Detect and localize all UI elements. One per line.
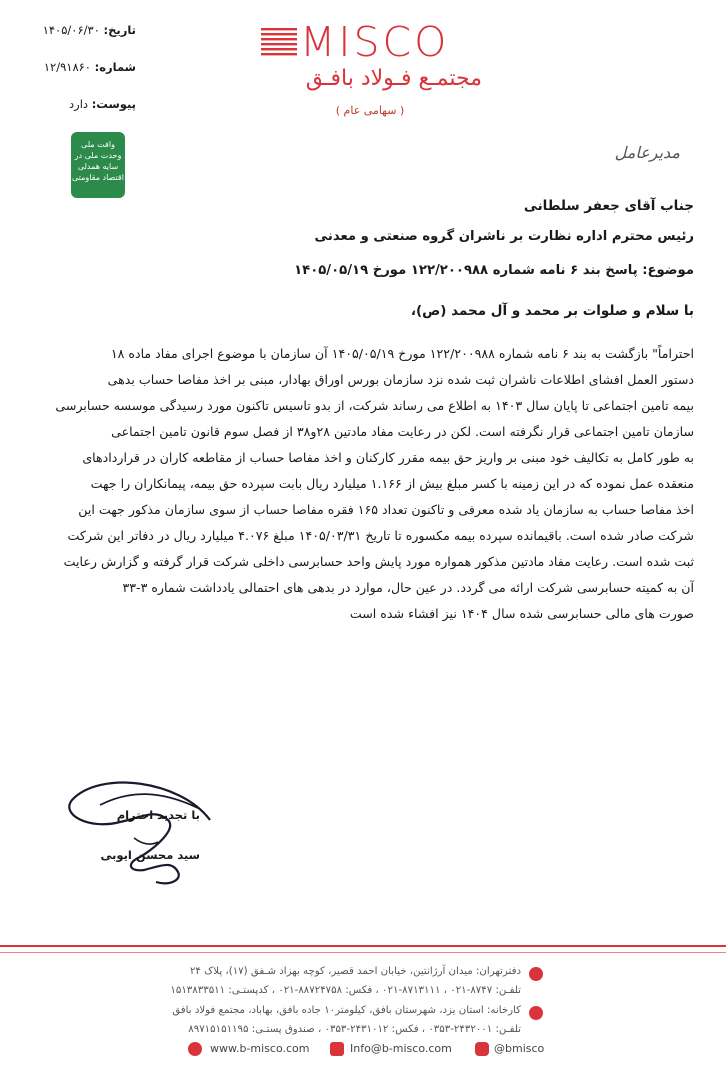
signature-closing: با تجدید احترام: [116, 808, 200, 822]
greeting: با سلام و صلوات بر محمد و آل محمد (ص)،: [410, 303, 694, 319]
email-link[interactable]: Info@b-misco.com: [350, 1042, 452, 1055]
body-line: احتراماً" بازگشت به بند ۶ نامه شماره ۱۲۲/۲۰۰۹۸۸ مورخ ۱۴۰۵/۰۵/۱۹ آن سازمان با موضوع اجرای مفاد ماده ۱۸: [110, 346, 694, 361]
company-name: MISCO: [300, 18, 450, 66]
factory-contact: تلفـن: ۲۴۳۲۰۰۱-۰۳۵۳ ، فکس: ۲۴۳۱۰۱۲-۰۳۵۳ ، صندوق پستـی: ۸۹۷۱۵۱۵۱۱۹۵: [188, 1024, 521, 1035]
body-line: اخذ مفاصا حساب به سازمان یاد شده معرفی و تاکنون تعداد ۱۶۵ فقره مفاصا حساب از سوی سازمان مذکور جهت این: [78, 502, 694, 517]
footer-divider: [0, 945, 726, 947]
recipient-name: جناب آقای جعفر سلطانی: [523, 198, 694, 214]
date-field: [40, 23, 136, 37]
company-subtitle: مجتمـع فـولاد بافـق: [305, 66, 482, 91]
handwritten-signature-icon: [60, 760, 220, 895]
body-line: بیمه تامین اجتماعی تا پایان سال ۱۴۰۳ به اطلاع می رساند شرکت، از بدو تاسیس تاکنون مورد رسیدگی موسسه حسابرسی: [55, 398, 694, 413]
company-type: ( سهامی عام ): [335, 104, 405, 117]
instagram-link[interactable]: @bmisco: [494, 1042, 545, 1055]
footer-divider: [0, 952, 726, 953]
attachment-value: دارد: [69, 97, 89, 111]
office-contact: تلفـن: ۸۷۴۷-۰۲۱ ، ۸۷۱۳۱۱۱-۰۲۱ ، فکس: ۸۸۷۲۴۷۵۸-۰۲۱ ، کدپستـی: ۱۵۱۳۸۳۳۵۱۱: [170, 985, 521, 996]
body-line: سازمان تامین اجتماعی قرار نگرفته است. لکن در رعایت مفاد مادتین ۲۸و۳۸ از فصل سوم قانون تامین اجتماعی: [111, 424, 694, 439]
signature-block: [60, 760, 220, 895]
body-line: شرکت صادر شده است. باقیمانده سپرده بیمه مکسوره تا تاریخ ۱۴۰۵/۰۳/۳۱ مبلغ ۴.۰۷۶ میلیارد ریال در دفاتر این شرکت: [67, 528, 694, 543]
number-field: [40, 60, 136, 74]
recipient-title: رئیس محترم اداره نظارت بر ناشران گروه صنعتی و معدنی: [314, 229, 694, 244]
attachment-label: پیوست:: [91, 97, 136, 111]
website-icon: [188, 1042, 202, 1056]
body-line: منعقده عمل نموده که در این زمینه با کسر مبلغ بیش از ۱.۱۶۶ میلیارد ریال بابت سپرده حق بیمه، پیمانکاران را جهت: [90, 476, 694, 491]
email-icon: [330, 1042, 344, 1056]
body-line: آن به کمیته حسابرسی شرکت ارائه می گردد. در عین حال، موارد در بدهی های احتمالی یادداشت شماره ۳-۳۳: [122, 580, 694, 595]
website-link[interactable]: www.b-misco.com: [210, 1042, 310, 1055]
slogan-badge: [71, 132, 125, 198]
factory-address: کارخانه: استان یزد، شهرستان بافق، کیلومتر۱۰ جاده بافق، بهاباد، مجتمع فولاد بافق: [172, 1005, 521, 1016]
location-pin-icon: [529, 1006, 543, 1020]
office-address: دفترتهران: میدان آرژانتین، خیابان احمد قصیر، کوچه بهزاد شـفق (۱۷)، پلاک ۲۴: [189, 966, 521, 977]
date-label: تاریخ:: [103, 23, 136, 37]
date-value: ۱۴۰۵/۰۶/۳۰: [42, 23, 100, 37]
misco-logo-mark-icon: [261, 26, 299, 58]
body-line: دستور العمل افشای اطلاعات ناشران ثبت شده نزد سازمان بورس اوراق بهادار، مبنی بر اخذ مفاصا حساب بدهی: [107, 372, 694, 387]
body-line: صورت های مالی حسابرسی شده سال ۱۴۰۴ نیز افشاء شده است: [349, 606, 694, 621]
body-line: به طور کامل به تکالیف خود مبنی بر واریز حق بیمه مقرر کارکنان و اخذ مفاصا حساب از مقاطعه کاران در قراردادهای: [82, 450, 694, 465]
attachment-field: [40, 97, 136, 111]
letter-subject: موضوع: پاسخ بند ۶ نامه شماره ۱۲۲/۲۰۰۹۸۸ مورخ ۱۴۰۵/۰۵/۱۹: [294, 263, 694, 278]
instagram-icon: [475, 1042, 489, 1056]
slogan-text: وافت ملی وحدت ملی در سایه همدلی اقتصاد مقاومتی: [72, 140, 124, 182]
location-pin-icon: [529, 967, 543, 981]
number-value: ۱۲/۹۱۸۶۰: [43, 60, 91, 74]
ceo-tag: مدیرعامل: [614, 143, 680, 162]
body-line: ثبت شده است. رعایت مفاد مادتین مذکور همواره مورد پایش واحد حسابرسی داخلی شرکت قرار گرفته و گزارش رعایت: [63, 554, 694, 569]
number-label: شماره:: [94, 60, 136, 74]
signatory-name: سید محسن ایوبی: [100, 848, 200, 862]
